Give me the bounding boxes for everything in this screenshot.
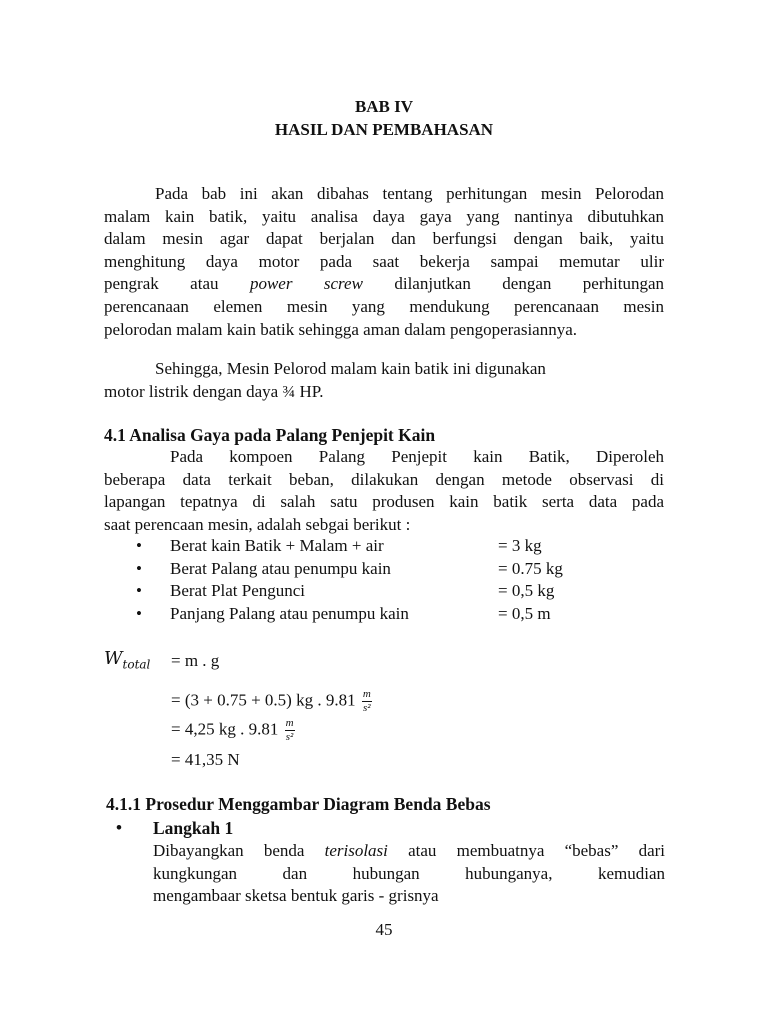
- equation-weight: [104, 648, 150, 672]
- text-line: kungkungan dan hubungan hubunganya, kemudian: [153, 863, 665, 883]
- text-line: lapangan tepatnya di salah satu produsen kain batik serta data pada: [104, 492, 664, 512]
- text-line: Pada bab ini akan dibahas tentang perhitungan mesin Pelorodan: [155, 184, 664, 203]
- text-line: beberapa data terkait beban, dilakukan dengan metode observasi di: [104, 469, 664, 489]
- item-value: = 3 kg: [498, 536, 542, 555]
- equation-line: = 4,25 kg . 9.81 $\frac{m}{\text{s²}}$: [171, 717, 294, 743]
- list-item: [136, 580, 696, 603]
- text-line: Pada kompoen Palang Penjepit kain Batik, Diperoleh: [170, 447, 664, 466]
- section-paragraph: [104, 446, 664, 536]
- page-number: 45: [375, 920, 393, 939]
- bullet-icon: •: [116, 818, 122, 837]
- text-line: saat perencaan mesin, adalah sebgai berikut :: [104, 514, 411, 534]
- item-value: = 0,5 kg: [498, 581, 555, 601]
- item-label: Berat Palang atau penumpu kain: [170, 558, 391, 578]
- text-line: pelorodan malam kain batik sehingga aman dalam pengoperasiannya.: [104, 319, 578, 339]
- step-title: Langkah 1: [153, 818, 234, 838]
- item-value: = 0.75 kg: [498, 558, 563, 578]
- equation-result: = 41,35 N: [171, 750, 240, 769]
- unit-fraction: $\frac{m}{\text{s²}}$: [362, 688, 371, 714]
- item-value: = 0,5 m: [498, 603, 551, 623]
- text-line: motor listrik dengan daya ¾ HP.: [104, 381, 324, 401]
- text-line: mengambaar sketsa bentuk garis - grisnya: [153, 886, 439, 906]
- data-list: [136, 535, 696, 625]
- item-label: Berat kain Batik + Malam + air: [170, 536, 384, 555]
- text-line: Dibayangkan benda terisolasi atau membuatnya “bebas” dari: [153, 841, 665, 860]
- subsection-heading: 4.1.1 Prosedur Menggambar Diagram Benda Bebas: [106, 794, 491, 814]
- list-item: [136, 535, 696, 558]
- bullet-icon: •: [136, 558, 142, 578]
- italic-term: terisolasi: [324, 841, 388, 860]
- list-item: [136, 558, 696, 581]
- equation-line: = (3 + 0.75 + 0.5) kg . 9.81 $\frac{m}{\text{s²}}$: [171, 688, 371, 714]
- item-label: Panjang Palang atau penumpu kain: [170, 603, 409, 623]
- chapter-title: HASIL DAN PEMBAHASAN: [274, 120, 494, 139]
- step-description: [153, 840, 665, 908]
- bullet-icon: •: [136, 536, 142, 555]
- list-item: [136, 603, 696, 626]
- motor-paragraph: [104, 358, 664, 403]
- unit-fraction: $\frac{m}{\text{s²}}$: [285, 717, 294, 743]
- italic-term: power screw: [249, 274, 363, 294]
- weight-symbol: $W_{total}$: [104, 648, 151, 672]
- text-line: Sehingga, Mesin Pelorod malam kain batik ini digunakan: [155, 359, 546, 378]
- section-heading: 4.1 Analisa Gaya pada Palang Penjepit Kain: [104, 425, 436, 445]
- bullet-icon: •: [136, 581, 142, 601]
- item-label: Berat Plat Pengunci: [170, 581, 306, 601]
- text-line: pengrak atau power screw dilanjutkan dengan perhitungan: [104, 274, 665, 294]
- text-line: dalam mesin agar dapat berjalan dan berfungsi dengan baik, yaitu: [104, 229, 664, 249]
- bullet-icon: •: [136, 603, 142, 623]
- chapter-number: BAB IV: [354, 97, 414, 116]
- text-line: malam kain batik, yaitu analisa daya gaya yang nantinya dibutuhkan: [104, 206, 664, 226]
- text-line: menghitung daya motor pada saat bekerja sampai memutar ulir: [104, 251, 664, 271]
- intro-paragraph: [104, 183, 664, 341]
- text-line: perencanaan elemen mesin yang mendukung perencanaan mesin: [104, 296, 664, 316]
- equation-line: = m . g: [171, 651, 220, 670]
